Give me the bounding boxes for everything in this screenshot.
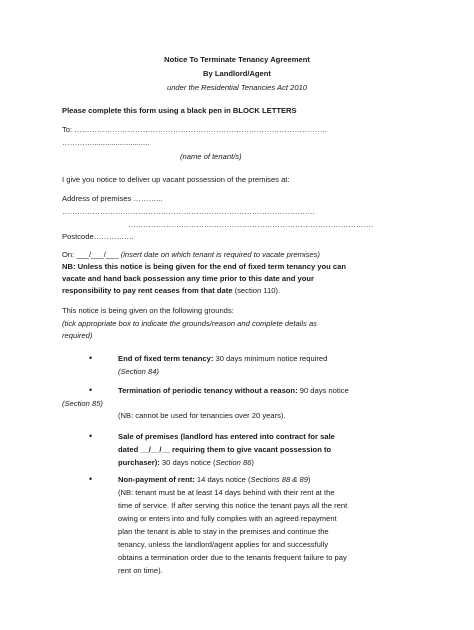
ground-periodic-title: Termination of periodic tenancy without a reason: <box>118 386 298 395</box>
act-reference: under the Residential Tenancies Act 2010 <box>166 83 308 92</box>
tenant-name-line-1: To: ………………………………………………………………………………………. <box>62 125 327 134</box>
ground-rent-close: ) <box>307 475 311 484</box>
address-label: Address of premises ………... <box>62 194 163 203</box>
vacate-date-field: On: ___/___/___ <box>62 250 119 259</box>
address-line-2: ……………………………………………………………………………………. <box>128 220 374 229</box>
ground-fixed-term <box>118 354 327 364</box>
document-subtitle: By Landlord/Agent <box>203 69 271 78</box>
ground-rent-note-line: time of service. If after serving this notice the tenant pays all the rent <box>118 501 348 510</box>
grounds-tick-line-1: (tick appropriate box to indicate the grounds/reason and complete details as <box>62 319 317 328</box>
tenant-name-caption: (name of tenant/s) <box>180 152 242 161</box>
ground-rent-note-line: owing or enters into and fully complies with an agreed repayment <box>118 514 337 523</box>
ground-periodic <box>118 386 349 396</box>
nb-line-2: vacate and hand back possession any time prior to this date and your <box>62 274 314 283</box>
nb-line-1: NB: Unless this notice is being given for the end of fixed term tenancy you can <box>62 262 346 271</box>
ground-sale-notice: 30 days notice ( <box>159 458 216 467</box>
grounds-intro: This notice is being given on the following grounds: <box>62 306 234 315</box>
address-line-1: ………………………………………………………………………………………. <box>62 207 315 216</box>
nb-line-3-bold: responsibility to pay rent ceases from that date <box>62 286 233 295</box>
bullet-icon: • <box>89 474 93 484</box>
ground-sale-line-3 <box>118 458 254 468</box>
vacate-date-instruction: (insert date on which tenant is required to vacate premises) <box>118 250 320 259</box>
nb-line-3 <box>62 286 280 296</box>
ground-rent <box>118 475 310 485</box>
document-title: Notice To Terminate Tenancy Agreement <box>164 55 310 64</box>
ground-periodic-section: (Section 85) <box>62 399 103 408</box>
ground-sale-close: ) <box>251 458 254 467</box>
grounds-tick-line-2: required) <box>62 331 93 340</box>
ground-fixed-term-title: End of fixed term tenancy: <box>118 354 214 363</box>
notice-intro: I give you notice to deliver up vacant possession of the premises at: <box>62 175 290 184</box>
bullet-icon: • <box>89 353 93 363</box>
ground-fixed-term-detail: 30 days minimum notice required <box>213 354 328 363</box>
ground-sale-line-2: dated __/__/__ requiring them to give vacant possession to <box>118 445 332 454</box>
ground-sale-section: Section 86 <box>215 458 252 467</box>
nb-line-3-rest: (section 110). <box>232 286 281 295</box>
ground-rent-detail: 14 days notice ( <box>194 475 251 484</box>
ground-rent-section: Sections 88 & 89 <box>250 475 308 484</box>
ground-rent-note-line: (NB: tenant must be at least 14 days behind with their rent at the <box>118 488 335 497</box>
ground-rent-note-line: rent on time). <box>118 566 163 575</box>
ground-sale-purchaser: purchaser): <box>118 458 160 467</box>
ground-periodic-detail: 90 days notice <box>297 386 349 395</box>
ground-sale-line-1: Sale of premises (landlord has entered into contract for sale <box>118 432 335 441</box>
tenant-name-line-2: …………........................... <box>62 138 150 147</box>
ground-periodic-note: (NB: cannot be used for tenancies over 20 years). <box>118 411 286 420</box>
ground-rent-note-line: obtains a termination order due to the tenants frequent failure to pay <box>118 553 347 562</box>
ground-rent-note-line: plan the tenant is able to stay in the premises and continue the <box>118 527 329 536</box>
ground-fixed-term-section: (Section 84) <box>118 367 159 376</box>
form-instruction: Please complete this form using a black pen in BLOCK LETTERS <box>62 106 297 115</box>
ground-rent-note-line: tenancy, unless the landlord/agent applies for and successfully <box>118 540 329 549</box>
vacate-date-line <box>62 250 320 260</box>
bullet-icon: • <box>89 385 93 395</box>
ground-rent-title: Non-payment of rent: <box>118 475 195 484</box>
postcode-line: Postcode……………. <box>62 232 134 241</box>
bullet-icon: • <box>89 431 93 441</box>
